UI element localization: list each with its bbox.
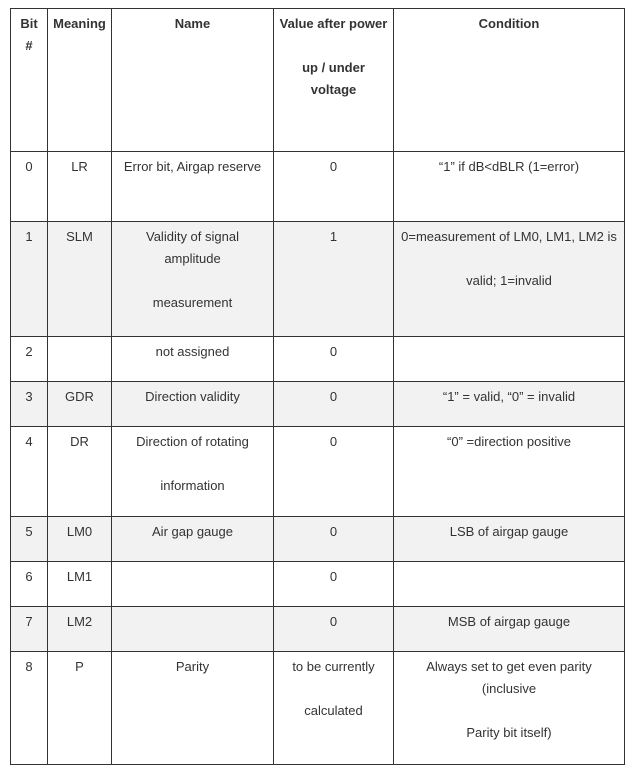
cell-condition	[394, 337, 625, 382]
header-bit: Bit #	[11, 9, 48, 152]
cell-bit: 4	[11, 427, 48, 517]
cell-bit: 3	[11, 382, 48, 427]
cell-meaning	[48, 337, 112, 382]
cell-value: 0	[274, 607, 394, 652]
cell-value: 1	[274, 222, 394, 337]
cell-meaning: GDR	[48, 382, 112, 427]
header-meaning: Meaning	[48, 9, 112, 152]
cell-value: 0	[274, 562, 394, 607]
cell-name: Error bit, Airgap reserve	[112, 152, 274, 222]
cell-condition: “1” if dB<dBLR (1=error)	[394, 152, 625, 222]
cell-bit: 5	[11, 517, 48, 562]
cell-bit: 2	[11, 337, 48, 382]
cell-value: 0	[274, 427, 394, 517]
cell-condition-line2: Parity bit itself)	[466, 725, 552, 740]
cell-name: Direction validity	[112, 382, 274, 427]
cell-meaning: LM2	[48, 607, 112, 652]
table-row	[11, 427, 625, 517]
cell-name: Parity	[112, 652, 274, 765]
cell-condition: “1” = valid, “0” = invalid	[394, 382, 625, 427]
cell-condition-line1: Always set to get even parity (inclusive	[426, 659, 592, 696]
cell-value-line2: calculated	[304, 703, 363, 718]
header-condition: Condition	[394, 9, 625, 152]
cell-bit: 7	[11, 607, 48, 652]
table-row	[11, 222, 625, 337]
cell-name-line2: measurement	[152, 295, 233, 310]
cell-meaning: LR	[48, 152, 112, 222]
cell-name	[112, 607, 274, 652]
cell-condition: LSB of airgap gauge	[394, 517, 625, 562]
cell-meaning: SLM	[48, 222, 112, 337]
table-row	[11, 562, 625, 607]
cell-name	[112, 562, 274, 607]
cell-condition-line1: 0=measurement of LM0, LM1, LM2 is	[401, 229, 617, 244]
cell-value	[274, 652, 394, 765]
header-row	[11, 9, 625, 152]
cell-name: Air gap gauge	[112, 517, 274, 562]
table-row	[11, 337, 625, 382]
cell-condition	[394, 562, 625, 607]
cell-value: 0	[274, 152, 394, 222]
cell-name: not assigned	[112, 337, 274, 382]
cell-condition-line2: valid; 1=invalid	[466, 273, 552, 288]
table-row	[11, 517, 625, 562]
cell-condition: MSB of airgap gauge	[394, 607, 625, 652]
table-row	[11, 652, 625, 765]
cell-meaning: LM0	[48, 517, 112, 562]
cell-meaning: LM1	[48, 562, 112, 607]
header-value-line2: up / under voltage	[302, 60, 365, 97]
cell-name-line1: Direction of rotating	[136, 434, 249, 449]
cell-condition: “0” =direction positive	[394, 427, 625, 517]
table-row	[11, 607, 625, 652]
table-row	[11, 152, 625, 222]
header-value-line1: Value after power	[279, 16, 388, 31]
cell-value: 0	[274, 337, 394, 382]
header-name: Name	[112, 9, 274, 152]
cell-condition	[394, 652, 625, 765]
bit-definition-table	[10, 8, 625, 765]
cell-name	[112, 222, 274, 337]
cell-value-line1: to be currently	[292, 659, 375, 674]
cell-condition	[394, 222, 625, 337]
cell-bit: 0	[11, 152, 48, 222]
cell-name-line2: information	[160, 478, 225, 493]
cell-bit: 8	[11, 652, 48, 765]
cell-meaning: DR	[48, 427, 112, 517]
cell-value: 0	[274, 517, 394, 562]
cell-name-line1: Validity of signal amplitude	[146, 229, 239, 266]
header-value	[274, 9, 394, 152]
cell-value: 0	[274, 382, 394, 427]
cell-bit: 6	[11, 562, 48, 607]
cell-name	[112, 427, 274, 517]
cell-bit: 1	[11, 222, 48, 337]
table-row	[11, 382, 625, 427]
cell-meaning: P	[48, 652, 112, 765]
